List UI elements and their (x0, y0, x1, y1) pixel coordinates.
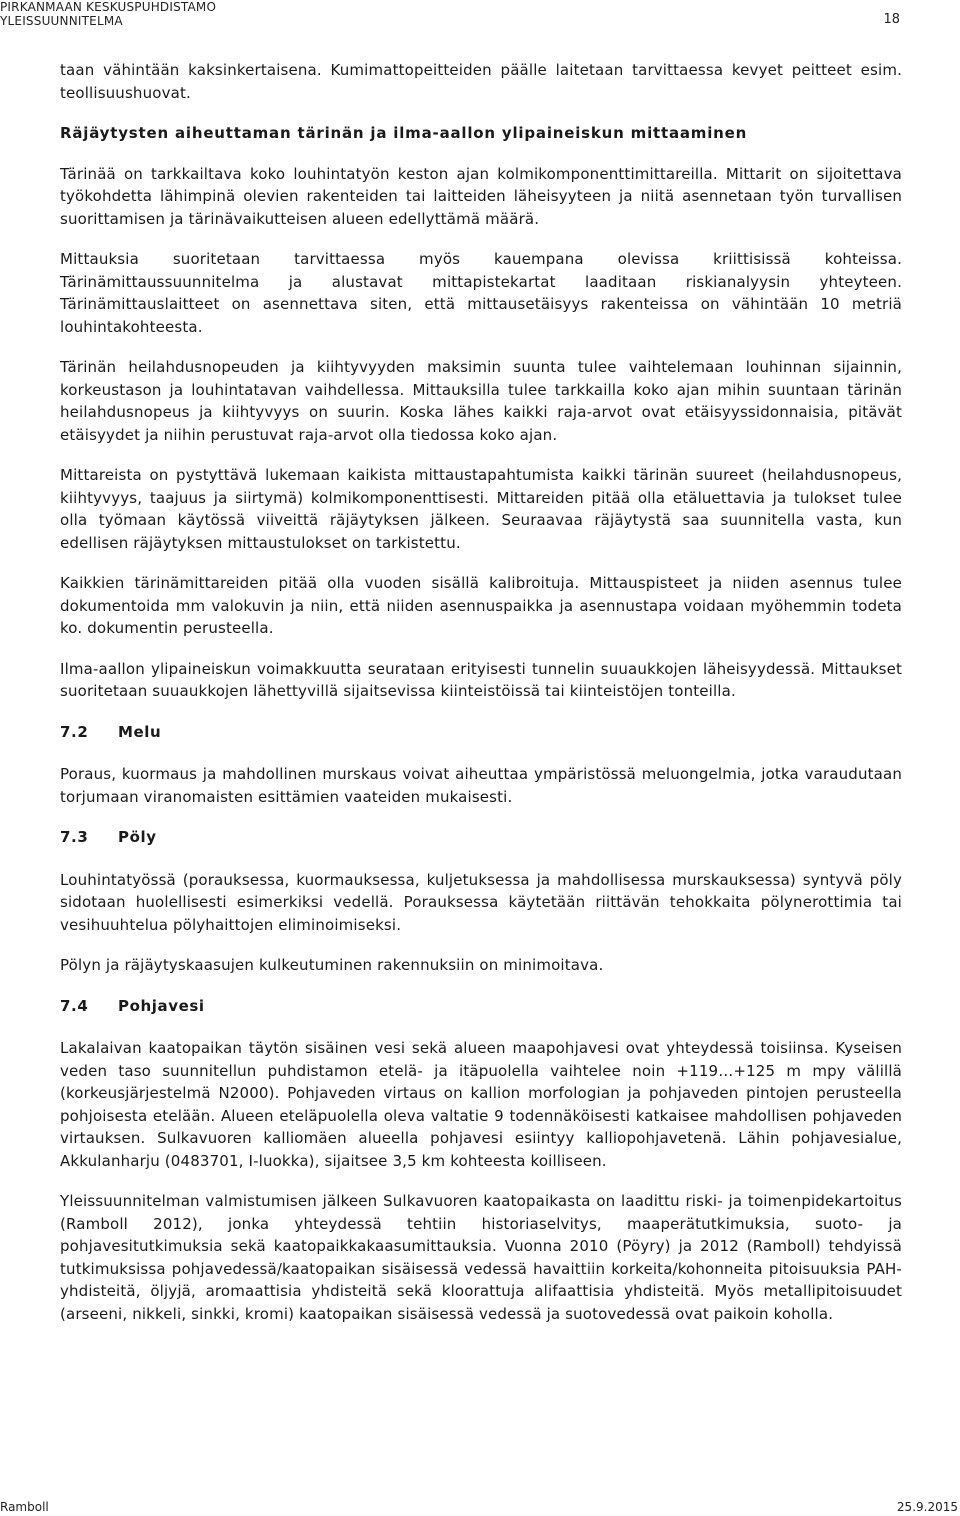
header-document-title: YLEISSUUNNITELMA (0, 14, 123, 28)
paragraph: Kaikkien tärinämittareiden pitää olla vuoden sisällä kalibroituja. Mittauspisteet ja niiden asennus tulee dokumentoida mm valokuvin ja niin, että niiden asennuspaikka ja asennustapa voidaan myöhemmin todeta ko. dokumentin perusteella. (60, 574, 902, 637)
section-heading-7-2 (60, 721, 902, 744)
document-body (60, 59, 902, 1343)
paragraph: Mittareista on pystyttävä lukemaan kaikista mittaustapahtumista kaikki tärinän suureet (heilahdusnopeus, kiihtyvyys, taajuus ja siirtymä) kolmikomponenttisesti. Mittareiden pitää olla etäluettavia ja tulokset tulee olla työmaan käytössä viiveittä räjäytyksen jälkeen. Seuraavaa räjäytystä saa suunnitella vasta, kun edellisen räjäytyksen mittaustulokset on tarkistettu. (60, 466, 902, 552)
page-number: 18 (883, 12, 900, 27)
section-title: Melu (118, 722, 162, 741)
paragraph: Poraus, kuormaus ja mahdollinen murskaus voivat aiheuttaa ympäristössä meluongelmia, jotka varaudutaan torjumaan viranomaisten esittämien vaateiden mukaisesti. (60, 765, 902, 806)
section-number: 7.3 (60, 828, 89, 846)
paragraph: Tärinän heilahdusnopeuden ja kiihtyvyyden maksimin suunta tulee vaihtelemaan louhinnan sijainnin, korkeustason ja louhintatavan vaihdellessa. Mittauksilla tulee tarkkailla koko ajan mihin suuntaan tärinän heilahdusnopeus ja kiihtyvyys on suurin. Koska lähes kaikki raja-arvot ovat etäisyyssidonnaisia, pitävät etäisyydet ja niihin perustuvat raja-arvot olla tiedossa koko ajan. (60, 358, 902, 444)
paragraph: taan vähintään kaksinkertaisena. Kumimattopeitteiden päälle laitetaan tarvittaessa kevyet peitteet esim. teollisuushuovat. (60, 61, 902, 102)
footer-date: 25.9.2015 (896, 1500, 958, 1514)
paragraph: Pölyn ja räjäytyskaasujen kulkeutuminen rakennuksiin on minimoitava. (60, 956, 604, 974)
header-organization: PIRKANMAAN KESKUSPUHDISTAMO (0, 0, 217, 14)
section-heading-vibration: Räjäytysten aiheuttaman tärinän ja ilma-aallon ylipaineiskun mittaaminen (60, 124, 748, 142)
section-heading-7-3 (60, 826, 902, 849)
page-header (0, 0, 216, 28)
section-title: Pöly (118, 828, 157, 846)
section-number: 7.2 (60, 722, 89, 741)
paragraph: Tärinää on tarkkailtava koko louhintatyön keston ajan kolmikomponenttimittareilla. Mittarit on sijoitettava työkohdetta lähimpinä olevien rakenteiden tai laitteiden läheisyyteen ja niitä asennetaan työn turvallisen suorittamisen ja tärinävaikutteisen alueen edellyttämä määrä. (60, 164, 902, 228)
paragraph: Ilma-aallon ylipaineiskun voimakkuutta seurataan erityisesti tunnelin suuaukkojen läheisyydessä. Mittaukset suoritetaan suuaukkojen lähettyvillä sijaitsevissa kiinteistöissä tai kiinteistöjen tonteilla. (60, 659, 902, 700)
paragraph: Lakalaivan kaatopaikan täytön sisäinen vesi sekä alueen maapohjavesi ovat yhteydessä toisiinsa. Kyseisen veden taso suunnitellun puhdistamon etelä- ja itäpuolella vaihtelee noin +119…+125 m mpy välillä (korkeusjärjestelmä N2000). Pohjaveden virtaus on kallion morfologian ja pohjaveden pintojen perusteella pohjoisesta etelään. Alueen eteläpuolella oleva valtatie 9 todennäköisesti katkaisee mahdollisen pohjaveden virtauksen. Sulkavuoren kalliomäen alueella pohjavesi esiintyy kalliopohjavetenä. Lähin pohjavesialue, Akkulanharju (0483701, I-luokka), sijaitsee 3,5 km kohteesta koilliseen. (60, 1039, 902, 1170)
paragraph: Mittauksia suoritetaan tarvittaessa myös kauempana olevissa kriittisissä kohteissa. Tärinämittaussuunnitelma ja alustavat mittapistekartat laaditaan riskianalyysin yhteyteen. Tärinämittauslaitteet on asennettava siten, että mittausetäisyys rakenteissa on vähintään 10 metriä louhintakohteesta. (60, 250, 902, 336)
section-number: 7.4 (60, 996, 89, 1015)
section-title: Pohjavesi (118, 996, 205, 1015)
section-heading-7-4 (60, 995, 902, 1018)
paragraph: Yleissuunnitelman valmistumisen jälkeen Sulkavuoren kaatopaikasta on laadittu riski- ja toimenpidekartoitus (Ramboll 2012), jonka yhteydessä tehtiin historiaselvitys, maaperätutkimuksia, suoto- ja pohjavesitutkimuksia sekä kaatopaikkakaasumittauksia. Vuonna 2010 (Pöyry) ja 2012 (Ramboll) tehdyissä tutkimuksissa pohjavedessä/kaatopaikan sisäisessä vedessä havaittiin korkeita/kohonneita pitoisuuksia PAH-yhdisteitä, öljyjä, aromaattisia yhdisteitä sekä kloorattuja alifaattisia yhdisteitä. Myös metallipitoisuudet (arseeni, nikkeli, sinkki, kromi) kaatopaikan sisäisessä vedessä ja suotovedessä ovat paikoin koholla. (60, 1192, 902, 1323)
footer-company: Ramboll (0, 1500, 49, 1514)
paragraph: Louhintatyössä (porauksessa, kuormauksessa, kuljetuksessa ja mahdollisessa murskauksessa) syntyvä pöly sidotaan huolellisesti esimerkiksi vedellä. Porauksessa käytetään riittävän tehokkaita pölynerottimia tai vesihuuhtelua pölyhaittojen eliminoimiseksi. (60, 870, 902, 934)
